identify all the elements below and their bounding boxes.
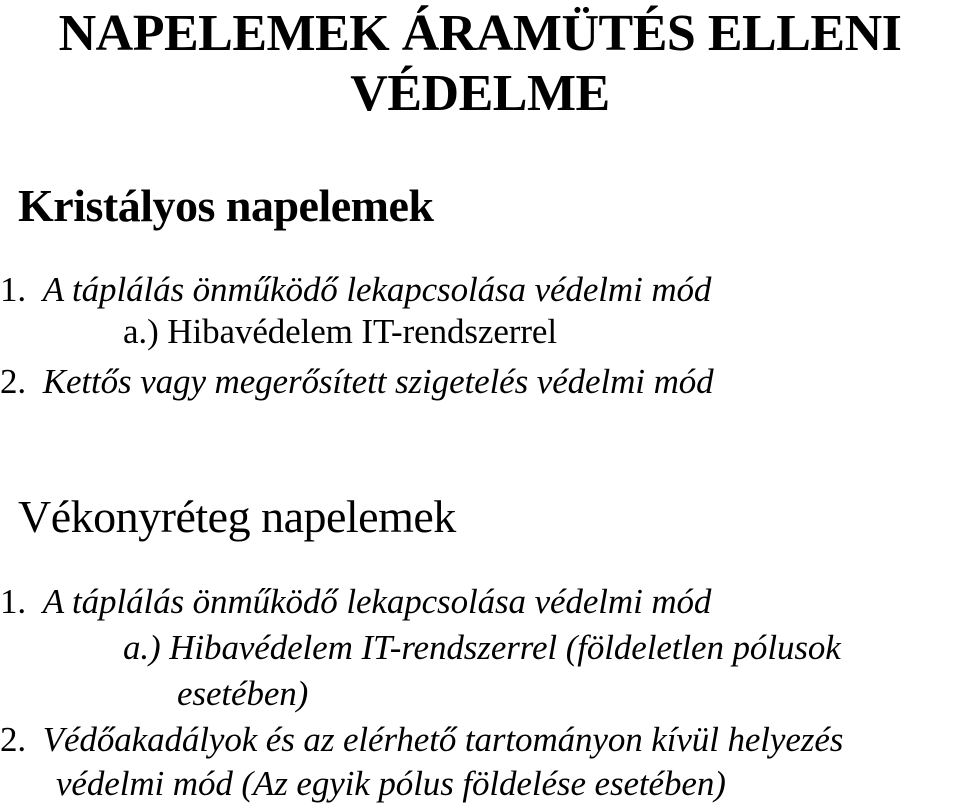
title-line-1: NAPELEMEK ÁRAMÜTÉS ELLENI [58,5,902,62]
item-number: 2. [0,720,27,759]
list-item [0,361,714,403]
document-title [0,4,960,124]
list-item [123,627,841,669]
item-text: Kettős vagy megerősített szigetelés védelmi mód [42,362,714,401]
item-text: A táplálás önműködő lekapcsolása védelmi mód [42,270,712,309]
item-text: esetében) [177,674,309,713]
item-text: Védőakadályok és az elérhető tartományon kívül helyezés [42,720,844,759]
item-number: 1. [0,270,27,309]
item-text: A táplálás önműködő lekapcsolása védelmi mód [42,582,712,621]
list-item [177,673,308,715]
list-item [123,311,557,353]
list-item [56,763,726,805]
section-heading-crystalline: Kristályos napelemek [18,180,434,231]
list-item [0,719,843,761]
item-number: 2. [0,362,27,401]
item-text: védelmi mód (Az egyik pólus földelése esetében) [56,764,726,803]
item-number: 1. [0,582,27,621]
item-text: a.) Hibavédelem IT-rendszerrel (földeletlen pólusok [123,628,841,667]
list-item [0,581,711,623]
item-text: a.) Hibavédelem IT-rendszerrel [123,312,557,351]
list-item [0,269,711,311]
section-heading-thin-film: Vékonyréteg napelemek [18,491,456,542]
title-line-2: VÉDELME [350,65,610,122]
